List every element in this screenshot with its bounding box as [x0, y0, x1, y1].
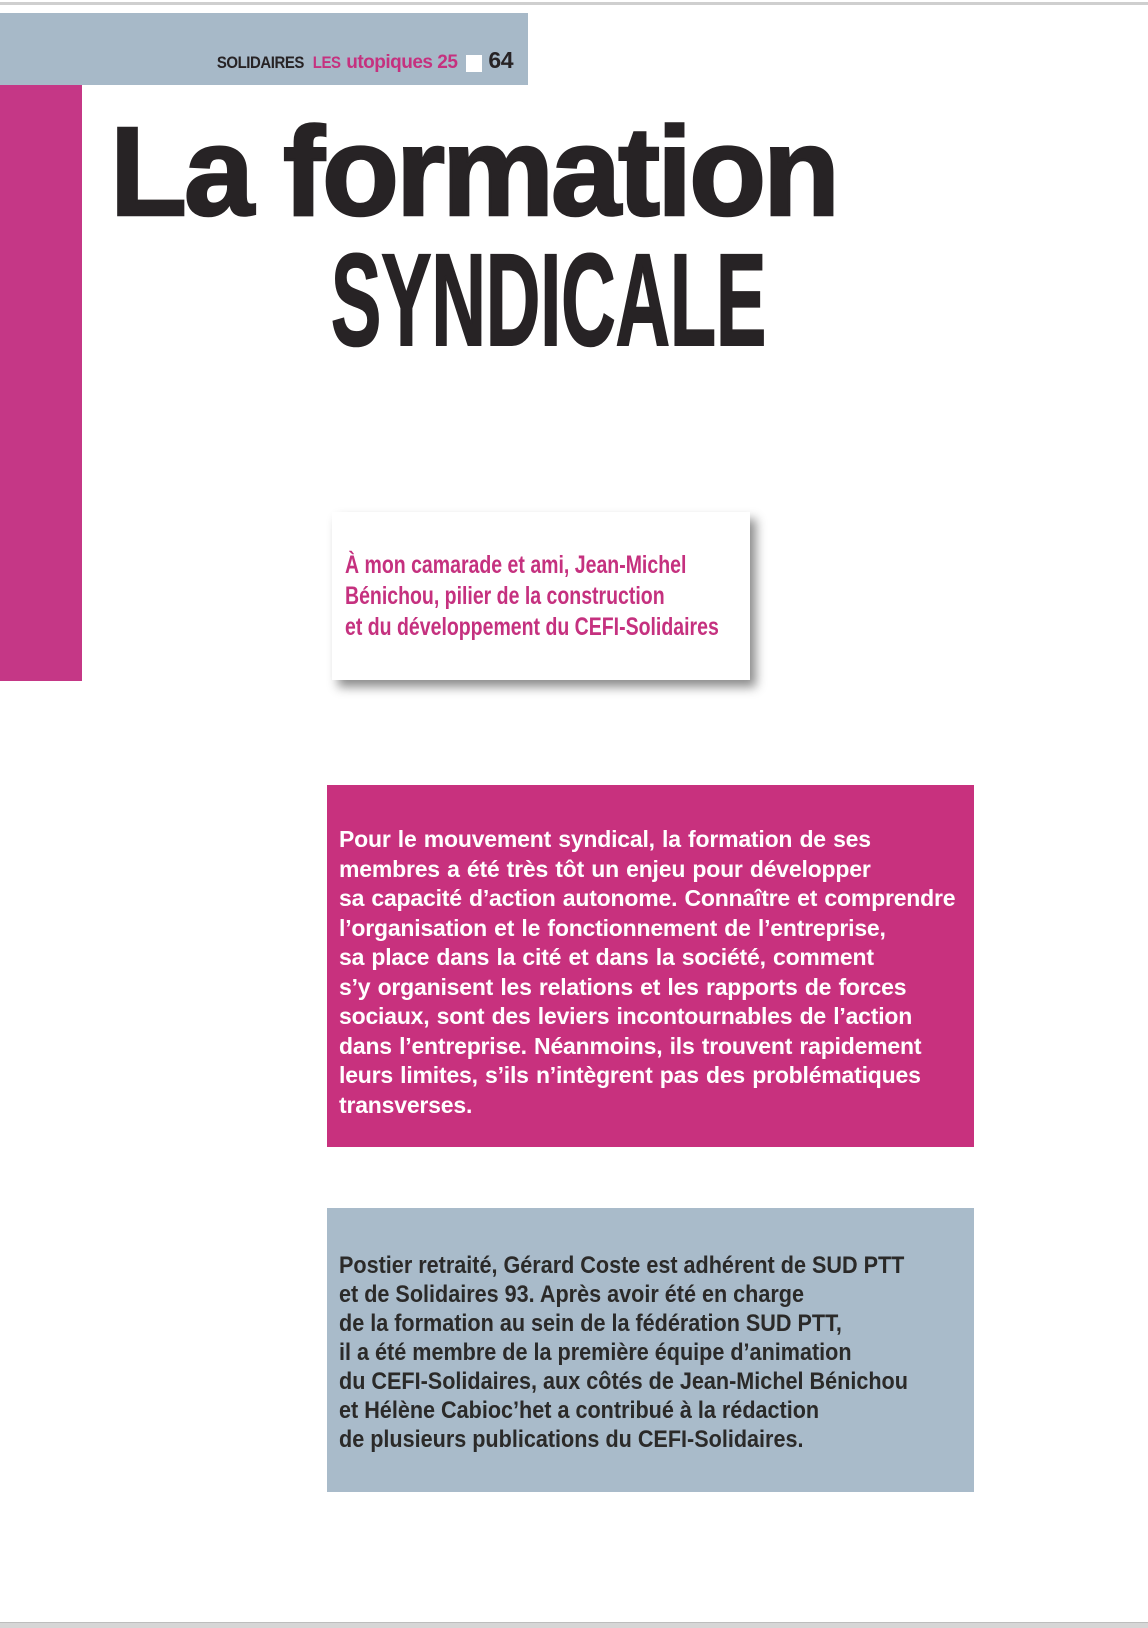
page-marker-square-icon [466, 55, 482, 72]
author-bio-text: Postier retraité, Gérard Coste est adhérent de SUD PTT et de Solidaires 93. Après avoir été en charge de la formation au sein de la fédération SUD PTT, il a été membre de la première équipe d’animation du CEFI-Solidaires, aux côtés de Jean-Michel Bénichou et Hélène Cabioc’het a contribué à la rédaction de plusieurs publications du CEFI-Solidaires. [339, 1252, 908, 1453]
author-bio-box [327, 1208, 974, 1492]
intro-text: Pour le mouvement syndical, la formation de ses membres a été très tôt un enjeu pour développer sa capacité d’action autonome. Connaître et comprendre l’organisation et le fonctionnement de l’entreprise, sa place dans la cité et dans la société, comment s’y organisent les relations et les rapports de forces sociaux, sont des leviers incontournables de l’action dans l’entreprise. Néanmoins, ils trouvent rapidement leurs limites, s’ils n’intègrent pas des problématiques transverses. [339, 826, 956, 1118]
header-running-title [205, 47, 513, 73]
header-page-number: 64 [488, 47, 513, 73]
left-accent-bar [0, 85, 82, 681]
header-band [0, 13, 528, 85]
header-collection: LES [312, 53, 341, 72]
header-magazine-title: utopiques 25 [346, 52, 458, 73]
dedication-card [332, 512, 750, 680]
article-title-line2: SYNDICALE [331, 226, 767, 373]
page-bottom-edge [0, 1622, 1148, 1628]
intro-highlight-box [327, 785, 974, 1147]
header-brand: SOLIDAIRES [216, 53, 304, 72]
article-title-line1: La formation [110, 101, 838, 242]
dedication-text: À mon camarade et ami, Jean-Michel Bénichou, pilier de la construction et du développement du CEFI-Solidaires [345, 551, 719, 641]
page-top-edge [0, 2, 1148, 5]
